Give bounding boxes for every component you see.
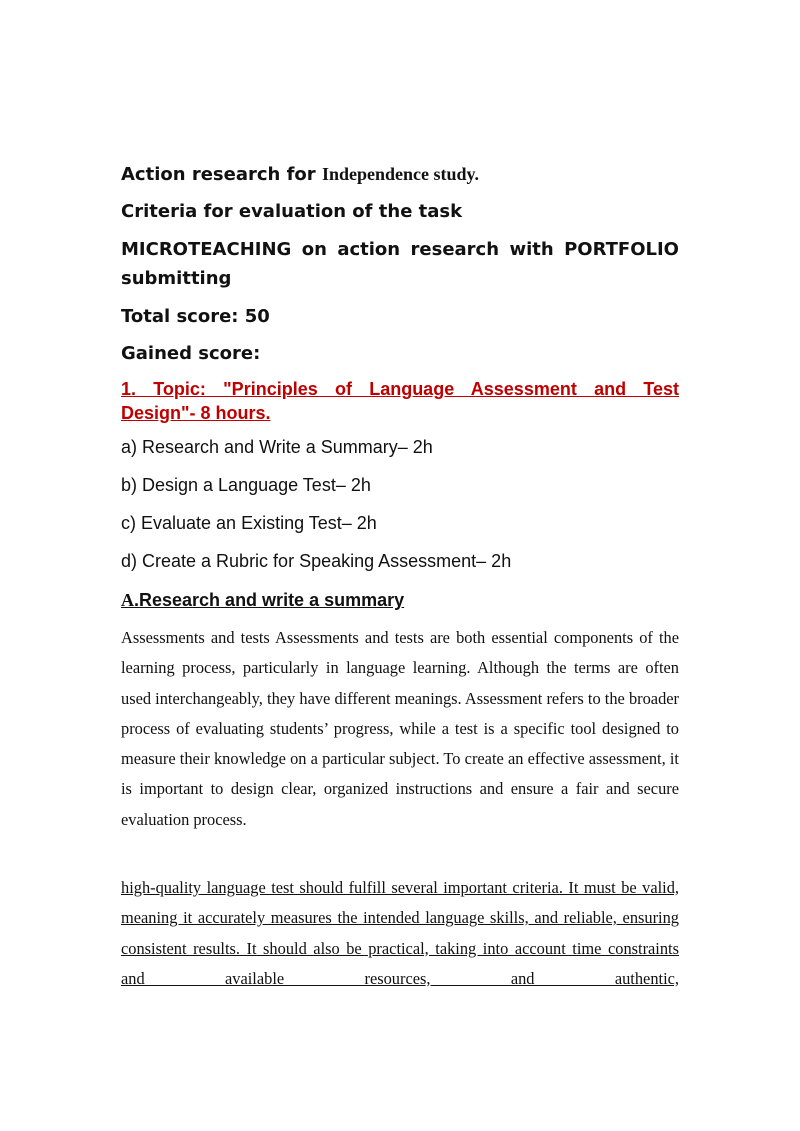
task-item-d: d) Create a Rubric for Speaking Assessment– 2h: [121, 551, 512, 571]
topic-line-1: 1. Topic: "Principles of Language Assessment and Test: [121, 379, 679, 399]
section-a-title: .Research and write a summary: [134, 590, 405, 610]
title-serif-part: Independence study.: [321, 164, 480, 184]
topic-line-2: Design"- 8 hours.: [121, 403, 271, 423]
document-title: [121, 160, 679, 189]
criteria-heading: Criteria for evaluation of the task: [121, 201, 463, 222]
task-item-b: b) Design a Language Test– 2h: [121, 475, 371, 495]
gained-score: Gained score:: [121, 343, 261, 364]
section-a-heading: [121, 589, 404, 611]
summary-paragraph-2: high-quality language test should fulfill several important criteria. It must be valid, meaning it accurately measures the intended language skills, and reliable, ensuring consistent results. It should also be practical, taking into account time constraints and available resources, and authentic,: [121, 878, 679, 988]
summary-paragraph-1: Assessments and tests Assessments and tests are both essential components of the learning process, particularly in language learning. Although the terms are often used interchangeably, they have different meanings. Assessment refers to the broader process of evaluating students’ progress, while a test is a specific tool designed to measure their knowledge on a particular subject. To create an effective assessment, it is important to design clear, organized instructions and ensure a fair and secure evaluation process.: [121, 628, 679, 829]
task-item-a: a) Research and Write a Summary– 2h: [121, 437, 433, 457]
topic-heading: [121, 377, 679, 425]
microteaching-text: MICROTEACHING on action research with PORTFOLIO submitting: [121, 239, 679, 289]
microteaching-heading: [121, 235, 679, 293]
section-a-letter: A: [121, 590, 134, 610]
title-sans-part: Action research for: [121, 164, 316, 185]
total-score: Total score: 50: [121, 306, 270, 327]
task-item-c: c) Evaluate an Existing Test– 2h: [121, 513, 377, 533]
